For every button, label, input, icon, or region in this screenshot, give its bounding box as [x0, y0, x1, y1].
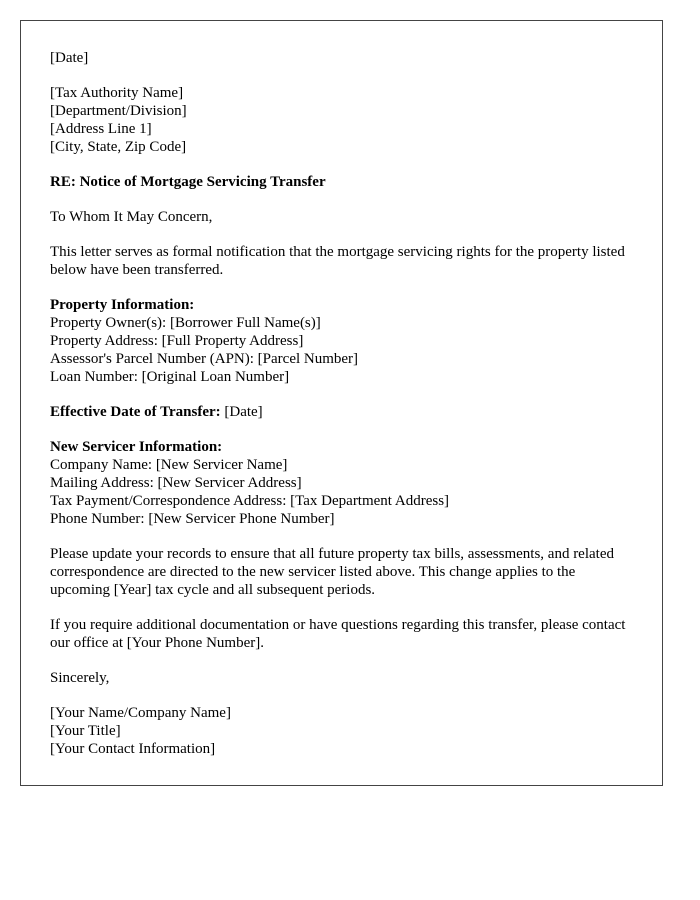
servicer-tax-address: Tax Payment/Correspondence Address: [Tax Department Address]	[50, 493, 450, 509]
signature-title: [Your Title]	[50, 723, 121, 739]
salutation: To Whom It May Concern,	[50, 209, 213, 225]
recipient-city: [City, State, Zip Code]	[50, 139, 187, 155]
body-paragraph-update: Please update your records to ensure that all future property tax bills, assessments, and related correspondence are directed to the new servicer listed above. This change applies to the upcoming [Year] tax cycle and all subsequent periods.	[50, 546, 614, 598]
body-paragraph-contact: If you require additional documentation or have questions regarding this transfer, please contact our office at [Your Phone Number].	[50, 617, 626, 651]
effective-date-label: Effective Date of Transfer:	[50, 404, 221, 420]
property-owner: Property Owner(s): [Borrower Full Name(s)]	[50, 315, 321, 331]
effective-date	[50, 403, 633, 421]
recipient-department: [Department/Division]	[50, 103, 187, 119]
property-information	[50, 296, 633, 386]
signature-block	[50, 704, 633, 758]
intro-paragraph: This letter serves as formal notification that the mortgage servicing rights for the property listed below have been transferred.	[50, 244, 625, 278]
property-address: Property Address: [Full Property Address]	[50, 333, 304, 349]
recipient-address	[50, 84, 633, 156]
servicer-company: Company Name: [New Servicer Name]	[50, 457, 288, 473]
date: [Date]	[50, 50, 89, 66]
recipient-address-line: [Address Line 1]	[50, 121, 152, 137]
subject-line: RE: Notice of Mortgage Servicing Transfer	[50, 174, 326, 190]
closing: Sincerely,	[50, 670, 110, 686]
servicer-phone: Phone Number: [New Servicer Phone Number]	[50, 511, 335, 527]
signature-name: [Your Name/Company Name]	[50, 705, 231, 721]
signature-contact: [Your Contact Information]	[50, 741, 216, 757]
letter	[20, 20, 663, 786]
servicer-mailing: Mailing Address: [New Servicer Address]	[50, 475, 302, 491]
property-apn: Assessor's Parcel Number (APN): [Parcel Number]	[50, 351, 359, 367]
servicer-heading: New Servicer Information:	[50, 439, 223, 455]
loan-number: Loan Number: [Original Loan Number]	[50, 369, 290, 385]
recipient-name: [Tax Authority Name]	[50, 85, 184, 101]
effective-date-value: [Date]	[220, 404, 263, 420]
servicer-information	[50, 438, 633, 528]
property-heading: Property Information:	[50, 297, 195, 313]
